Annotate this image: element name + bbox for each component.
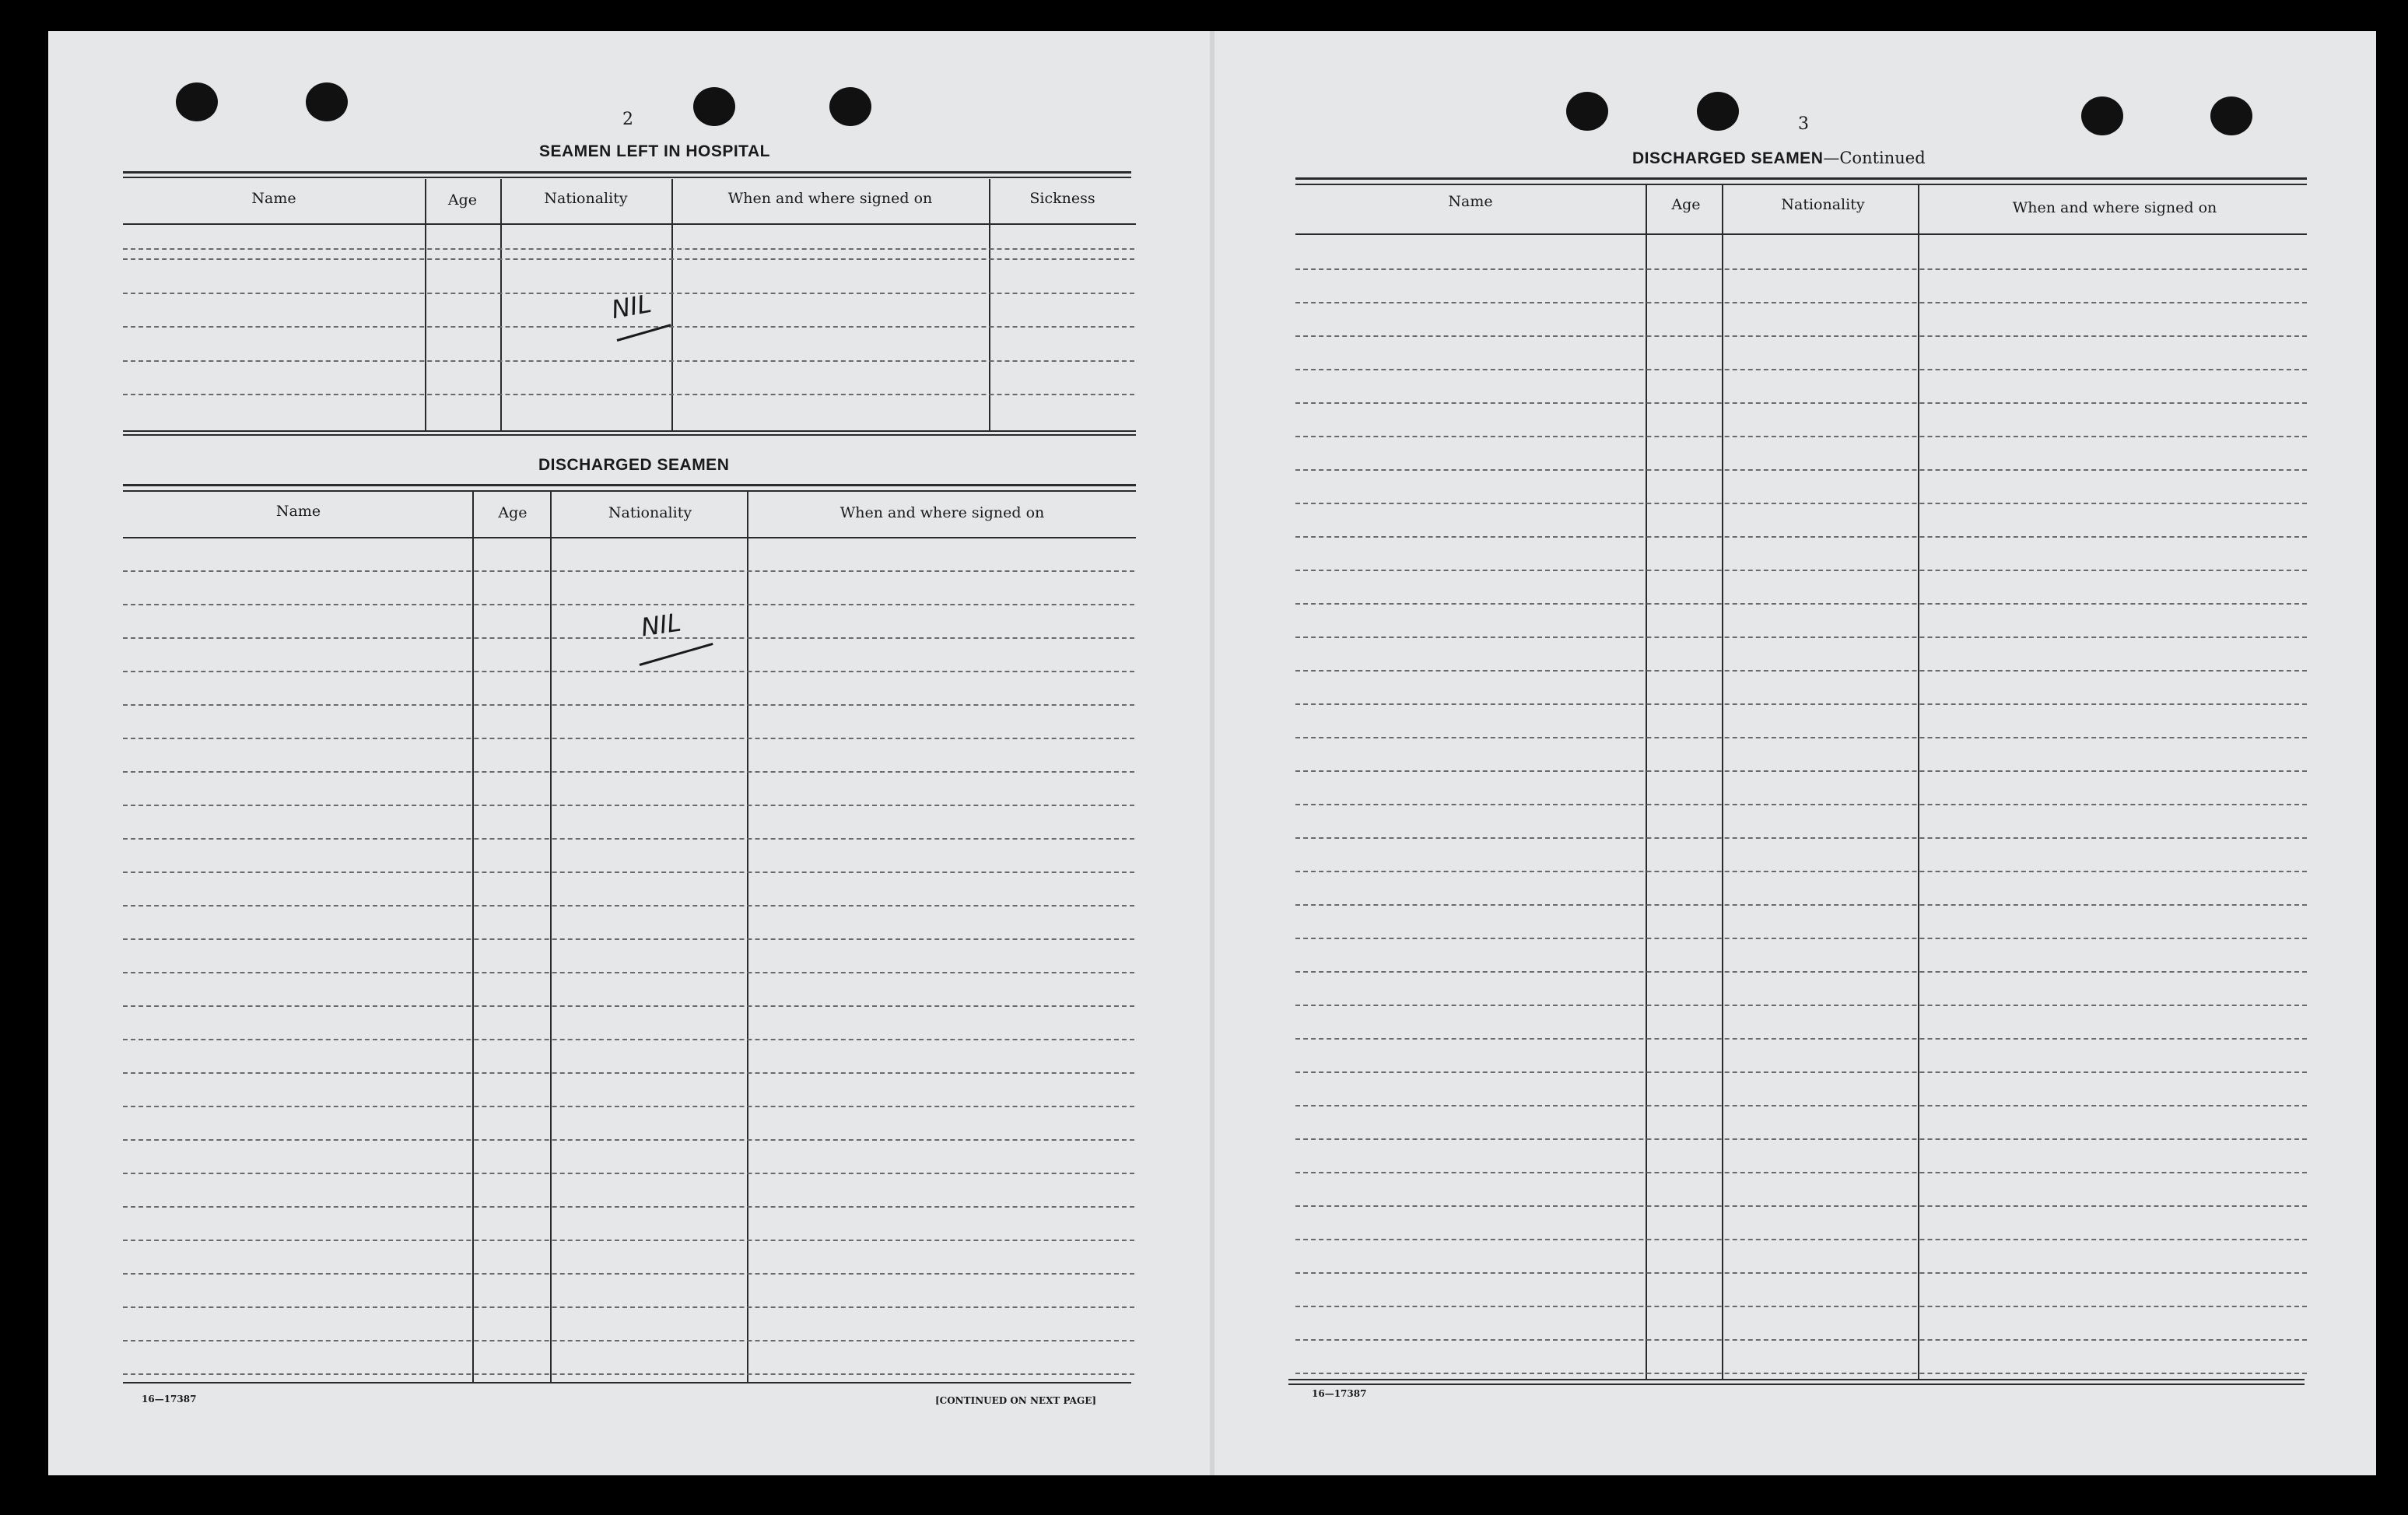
row-line — [123, 704, 1134, 706]
column-divider — [550, 492, 552, 1383]
row-line — [1295, 670, 2307, 672]
col-header-name: Name — [275, 503, 321, 520]
column-divider — [472, 492, 474, 1383]
table-top-rule — [123, 490, 1136, 492]
row-line — [1295, 1205, 2307, 1207]
row-line — [123, 1072, 1134, 1074]
column-divider — [1646, 185, 1647, 1380]
row-line — [123, 326, 1134, 328]
row-line — [1295, 603, 2307, 605]
table-top-rule — [1295, 177, 2307, 180]
row-line — [1295, 1239, 2307, 1240]
row-line — [1295, 737, 2307, 738]
title-text: DISCHARGED SEAMEN — [1632, 149, 1824, 167]
punch-hole — [1566, 92, 1608, 131]
form-code: 16—17387 — [1312, 1388, 1367, 1399]
row-line — [123, 1273, 1134, 1275]
row-line — [123, 258, 1134, 260]
continued-note: [CONTINUED ON NEXT PAGE] — [935, 1395, 1097, 1406]
row-line — [1295, 770, 2307, 772]
page-fold — [1210, 31, 1215, 1475]
table-bottom-rule — [123, 430, 1136, 432]
punch-hole — [1697, 92, 1739, 131]
row-line — [1295, 302, 2307, 303]
row-line — [1295, 369, 2307, 370]
nationality-entry: NIL — [639, 607, 683, 643]
row-line — [123, 771, 1134, 773]
row-line — [1295, 1138, 2307, 1140]
row-line — [1295, 1306, 2307, 1307]
row-line — [1295, 1373, 2307, 1374]
row-line — [123, 637, 1134, 639]
row-line — [123, 1106, 1134, 1107]
row-line — [123, 248, 1134, 250]
row-line — [123, 1306, 1134, 1308]
row-line — [123, 1373, 1134, 1375]
col-header-nationality: Nationality — [1781, 196, 1865, 213]
row-line — [1295, 335, 2307, 337]
table-bottom-rule — [123, 434, 1136, 436]
section-title-discharged: DISCHARGED SEAMEN — [538, 456, 730, 474]
punch-hole — [2081, 96, 2123, 135]
row-line — [123, 1039, 1134, 1040]
page-number: 3 — [1798, 114, 1809, 134]
row-line — [1295, 402, 2307, 404]
nationality-entry: NIL — [609, 288, 654, 325]
row-line — [1295, 904, 2307, 906]
row-line — [1295, 1071, 2307, 1073]
row-line — [1295, 1272, 2307, 1274]
row-line — [123, 738, 1134, 739]
row-line — [123, 905, 1134, 907]
col-header-name: Name — [1448, 193, 1493, 210]
column-divider — [747, 492, 748, 1383]
row-line — [123, 1139, 1134, 1141]
table-top-rule — [123, 484, 1136, 486]
form-code: 16—17387 — [142, 1394, 197, 1405]
col-header-age: Age — [447, 191, 478, 209]
row-line — [1295, 1005, 2307, 1006]
punch-hole — [306, 82, 348, 121]
row-line — [1295, 268, 2307, 270]
punch-hole — [176, 82, 218, 121]
col-header-name: Name — [251, 190, 296, 207]
punch-hole — [2210, 96, 2252, 135]
col-header-nationality: Nationality — [544, 190, 628, 207]
row-line — [1295, 536, 2307, 538]
row-line — [123, 1173, 1134, 1174]
row-line — [1295, 637, 2307, 638]
punch-hole — [693, 87, 735, 126]
row-line — [123, 972, 1134, 973]
row-line — [123, 394, 1134, 395]
table-bottom-rule — [1288, 1383, 2305, 1385]
row-line — [1295, 971, 2307, 973]
column-divider — [1918, 185, 1919, 1380]
col-header-signed-on: When and where signed on — [727, 190, 933, 207]
row-line — [1295, 938, 2307, 939]
row-line — [123, 671, 1134, 672]
table-bottom-rule — [1288, 1379, 2305, 1380]
row-line — [123, 360, 1134, 362]
table-top-rule — [123, 171, 1131, 174]
row-line — [1295, 871, 2307, 872]
col-header-sickness: Sickness — [1029, 190, 1095, 207]
table-header-rule — [123, 537, 1136, 538]
row-line — [123, 805, 1134, 806]
row-line — [1295, 804, 2307, 805]
col-header-age: Age — [498, 504, 528, 521]
table-header-rule — [1295, 233, 2307, 235]
col-header-nationality: Nationality — [608, 504, 692, 521]
col-header-signed-on: When and where signed on — [2012, 199, 2217, 216]
page-number: 2 — [622, 110, 633, 129]
row-line — [1295, 570, 2307, 571]
row-line — [1295, 837, 2307, 839]
table-top-rule — [1295, 184, 2307, 185]
row-line — [1295, 503, 2307, 504]
table-bottom-rule — [123, 1382, 1131, 1383]
row-line — [123, 1005, 1134, 1007]
column-divider — [1722, 185, 1723, 1380]
col-header-signed-on: When and where signed on — [839, 504, 1045, 521]
row-line — [123, 871, 1134, 873]
row-line — [123, 938, 1134, 940]
section-title-discharged-continued — [1632, 149, 1926, 168]
punch-hole — [829, 87, 871, 126]
table-header-rule — [123, 223, 1136, 225]
row-line — [1295, 1105, 2307, 1106]
row-line — [123, 1240, 1134, 1241]
row-line — [1295, 469, 2307, 471]
row-line — [123, 604, 1134, 605]
col-header-age: Age — [1671, 196, 1701, 213]
row-line — [1295, 1038, 2307, 1040]
row-line — [1295, 1172, 2307, 1173]
row-line — [1295, 703, 2307, 705]
row-line — [123, 1206, 1134, 1208]
row-line — [123, 570, 1134, 572]
title-suffix: —Continued — [1823, 149, 1926, 167]
row-line — [123, 838, 1134, 840]
table-top-rule — [123, 177, 1131, 178]
row-line — [123, 1340, 1134, 1341]
row-line — [1295, 1339, 2307, 1341]
row-line — [1295, 436, 2307, 437]
section-title-hospital: SEAMEN LEFT IN HOSPITAL — [539, 142, 770, 160]
